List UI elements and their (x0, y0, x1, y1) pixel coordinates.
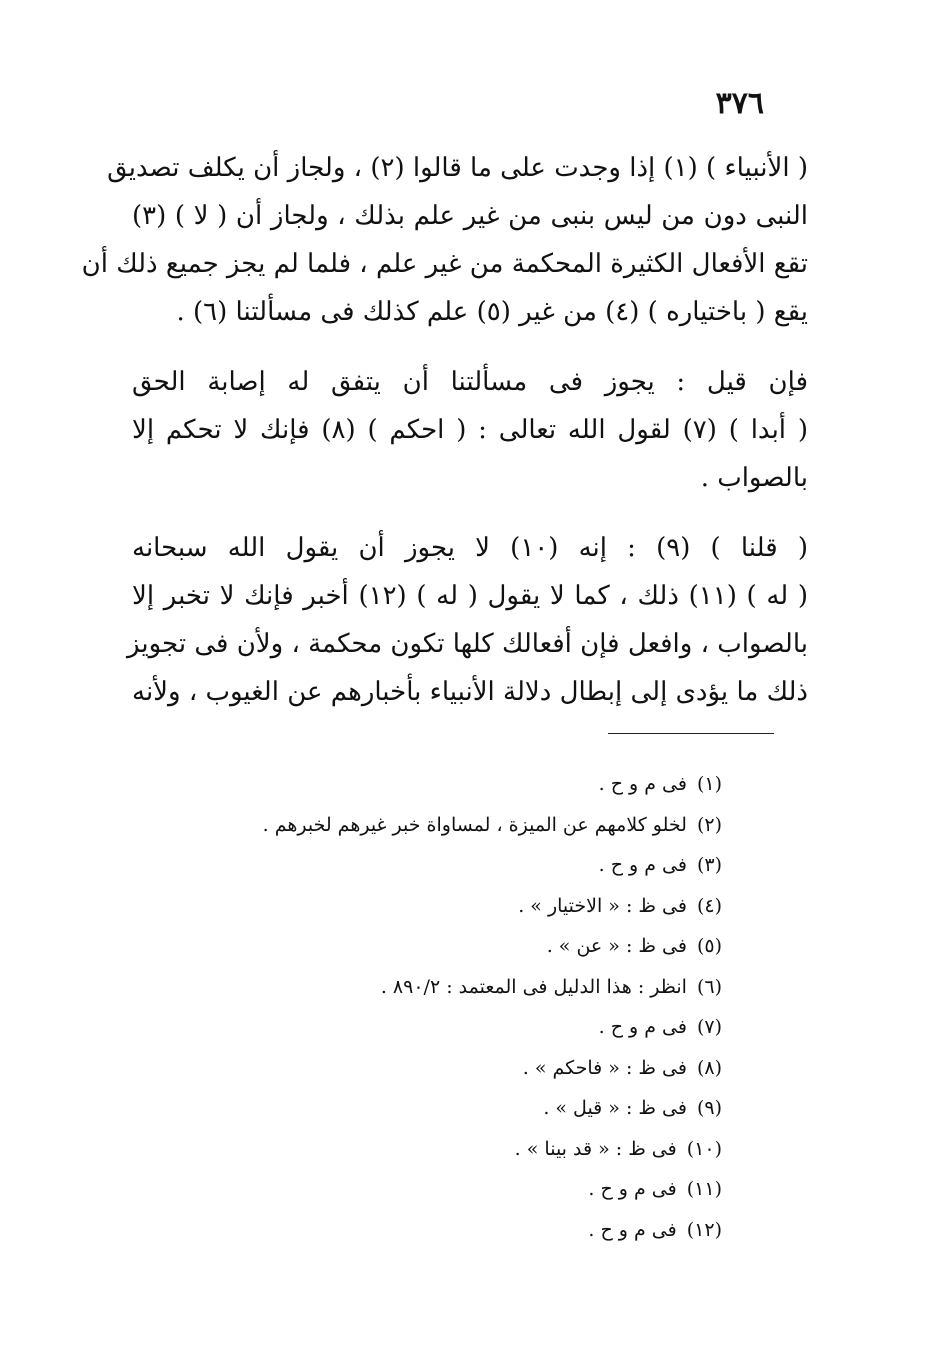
footnote-number: (٢) (696, 813, 722, 836)
text-line: فإن قيل : يجوز فى مسألتنا أن يتفق له إصابة الحق (132, 367, 808, 397)
footnote-number: (١١) (686, 1178, 722, 1200)
paragraph (81, 144, 808, 336)
footnote-text: فى ظ : « فاحكم » . (522, 1056, 687, 1079)
footnote-number: (١٠) (686, 1137, 722, 1160)
paragraph (132, 358, 808, 502)
footnote-text: فى ظ : « قد بينا » . (514, 1137, 677, 1160)
footnote (162, 1210, 722, 1251)
footnote-text: فى م و ح . (598, 773, 687, 795)
footnote-text: انظر : هذا الدليل فى المعتمد : ٨٩٠/٢ . (380, 975, 687, 998)
footnote-number: (٧) (696, 1016, 722, 1038)
footnote (162, 805, 722, 846)
footnote-text: فى م و ح . (598, 1016, 687, 1038)
footnote-text: فى ظ : « قيل » . (543, 1097, 687, 1119)
footnote-number: (٩) (696, 1097, 722, 1119)
text-line: ( الأنبياء ) (١) إذا وجدت على ما قالوا (٢) ، ولجاز أن يكلف تصديق (107, 153, 808, 183)
footnote-number: (١) (696, 773, 722, 795)
footnote-number: (٣) (696, 854, 722, 876)
footnote-number: (٦) (696, 975, 722, 998)
footnote (162, 1048, 722, 1089)
footnote-divider (608, 733, 774, 734)
text-line: بالصواب . (700, 463, 808, 493)
footnote (162, 926, 722, 967)
footnote (162, 764, 722, 805)
footnote (162, 1169, 722, 1210)
footnote (162, 1007, 722, 1048)
footnote (162, 886, 722, 927)
footnote-text: فى م و ح . (598, 854, 687, 876)
footnote-text: فى ظ : « الاختيار » . (518, 894, 687, 917)
text-line: ( له ) (١١) ذلك ، كما لا يقول ( له ) (١٢) أخبر فإنك لا تخبر إلا (132, 581, 809, 611)
text-line: النبى دون من ليس بنبى من غير علم بذلك ، ولجاز أن ( لا ) (٣) (132, 201, 808, 231)
text-line: يقع ( باختياره ) (٤) من غير (٥) علم كذلك فى مسألتنا (٦) . (176, 297, 808, 327)
footnote (162, 845, 722, 886)
text-line: ( أبدا ) (٧) لقول الله تعالى : ( احكم ) (٨) فإنك لا تحكم إلا (132, 415, 808, 445)
footnote-text: فى م و ح . (588, 1178, 677, 1200)
footnote-number: (٥) (696, 935, 722, 957)
paragraph (127, 524, 809, 716)
footnote-number: (٨) (696, 1056, 722, 1079)
footnote-text: فى م و ح . (588, 1218, 677, 1241)
footnotes-list (162, 764, 722, 1250)
body-text (81, 144, 809, 738)
text-line: بالصواب ، وافعل فإن أفعالك كلها تكون محكمة ، ولأن فى تجويز (127, 629, 808, 659)
footnote-text: لخلو كلامهم عن الميزة ، لمساواة خبر غيرهم لخبرهم . (262, 813, 687, 836)
text-line: تقع الأفعال الكثيرة المحكمة من غير علم ، فلما لم يجز جميع ذلك أن (81, 249, 808, 279)
footnote (162, 967, 722, 1008)
text-line: ذلك ما يؤدى إلى إبطال دلالة الأنبياء بأخبارهم عن الغيوب ، ولأنه (132, 677, 808, 707)
footnote-number: (٤) (696, 894, 722, 917)
footnote-text: فى ظ : « عن » . (546, 935, 687, 957)
footnote-number: (١٢) (686, 1218, 722, 1241)
text-line: ( قلنا ) (٩) : إنه (١٠) لا يجوز أن يقول الله سبحانه (132, 533, 808, 563)
footnote (162, 1129, 722, 1170)
footnote (162, 1088, 722, 1129)
page-number: ٣٧٦ (715, 86, 764, 121)
